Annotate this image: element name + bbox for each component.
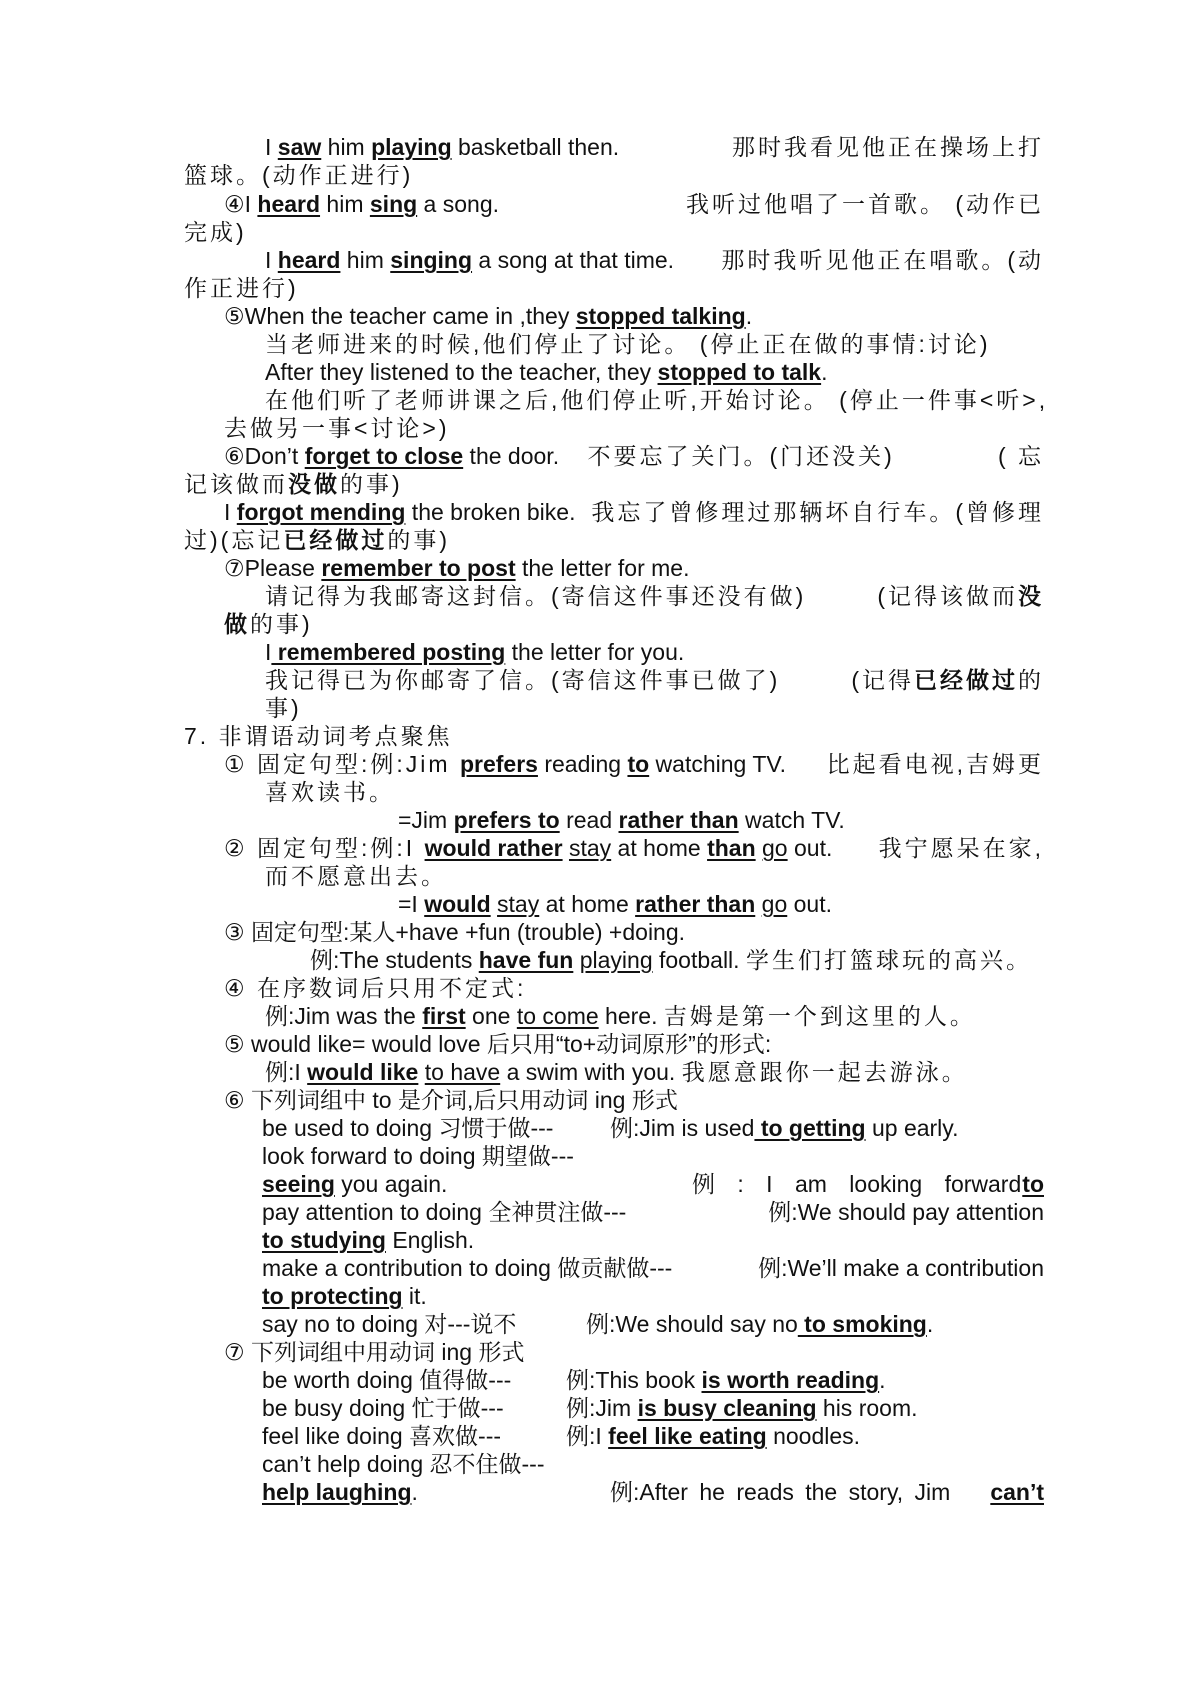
p7-item-worth: be worth doing 值得做--- 例:This book is worth reading. <box>262 1367 886 1393</box>
line-heard-cn: 完成) <box>184 219 247 245</box>
p6-item-contribution-2: to protecting it. <box>262 1283 427 1309</box>
line-stopped-to-talk: After they listened to the teacher, they stopped to talk. <box>265 359 828 385</box>
point-4-example: 例:Jim was the first one to come here. 吉姆是第一个到这里的人。 <box>265 1003 976 1029</box>
line-remembered-posting: I remembered posting the letter for you. <box>265 639 685 665</box>
point-5: ⑤ would like= would love 后只用“to+动词原形”的形式: <box>224 1031 772 1057</box>
section-7-title: 7. 非谓语动词考点聚焦 <box>184 723 453 749</box>
point-4: ④ 在序数词后只用不定式: <box>224 975 527 1001</box>
point-2: ② 固定句型:例:I would rather stay at home than go out. 我宁愿呆在家, <box>224 835 1044 861</box>
point-3: ③ 固定句型:某人+have +fun (trouble) +doing. <box>224 919 686 945</box>
point-1: ① 固定句型:例:Jim prefers reading to watching TV. 比起看电视,吉姆更 <box>224 751 1044 777</box>
point-7: ⑦ 下列词组中用动词 ing 形式 <box>224 1339 525 1365</box>
point-6: ⑥ 下列词组中 to 是介词,后只用动词 ing 形式 <box>224 1087 678 1113</box>
p6-item-say-no: say no to doing 对---说不 例:We should say no to smoking. <box>262 1311 934 1337</box>
line-remember-cn2: 做的事) <box>224 611 313 637</box>
point-3-example: 例:The students have fun playing football. 学生们打篮球玩的高兴。 <box>310 947 1032 973</box>
line-forget-cn2: 记该做而没做的事) <box>184 471 403 497</box>
p7-item-feel-like: feel like doing 喜欢做--- 例:I feel like eating noodles. <box>262 1423 861 1449</box>
p6-item-used-to: be used to doing 习惯于做--- 例:Jim is used to getting up early. <box>262 1115 959 1141</box>
point-2-cn2: 而不愿意出去。 <box>265 863 447 889</box>
line-forget-to-close: ⑥Don’t forget to close the door. 不要忘了关门。(门还没关) ( 忘 <box>224 443 1044 469</box>
line-heard-sing: ④I heard him sing a song. 我听过他唱了一首歌。 (动作已 <box>224 191 1044 217</box>
p7-item-cant-help: can’t help doing 忍不住做--- 例:After he reads the story, Jim can’t <box>262 1451 1044 1505</box>
line-forgot-mending: I forgot mending the broken bike. 我忘了曾修理过那辆坏自行车。(曾修理 <box>224 499 1044 525</box>
line-saw-cn: 篮球。(动作正进行) <box>184 162 414 188</box>
p6-item-pay-attention: pay attention to doing 全神贯注做--- 例:We should pay attention <box>262 1199 1044 1225</box>
line-singing-cn: 作正进行) <box>184 275 299 301</box>
line-remember-cn: 请记得为我邮寄这封信。(寄信这件事还没有做) (记得该做而没 <box>265 583 1044 609</box>
line-remembered-cn2: 事) <box>265 695 302 721</box>
line-stopped-talking-cn: 当老师进来的时候,他们停止了讨论。 (停止正在做的事情:讨论) <box>265 331 991 357</box>
p6-item-contribution: make a contribution to doing 做贡献做--- 例:We’ll make a contribution <box>262 1255 1044 1281</box>
p7-item-cant-help-2: help laughing. <box>262 1479 418 1505</box>
p6-item-look-forward: look forward to doing 期望做--- 例 : I am looking forward to <box>262 1143 1044 1197</box>
point-1-cn2: 喜欢读书。 <box>265 779 395 805</box>
line-stopped-to-talk-cn2: 去做另一事<讨论>) <box>224 415 450 441</box>
point-1-eq: =Jim prefers to read rather than watch TV. <box>398 807 845 833</box>
line-forgot-cn2: 过)(忘记已经做过的事) <box>184 527 450 553</box>
point-5-example: 例:I would like to have a swim with you. 我愿意跟你一起去游泳。 <box>265 1059 968 1085</box>
line-heard-singing: I heard him singing a song at that time. 那时我听见他正在唱歌。(动 <box>265 247 1044 273</box>
p6-item-pay-attention-2: to studying English. <box>262 1227 475 1253</box>
point-2-eq: =I would stay at home rather than go out. <box>398 891 833 917</box>
line-remembered-cn: 我记得已为你邮寄了信。(寄信这件事已做了) (记得已经做过的 <box>265 667 1044 693</box>
line-saw-playing: I saw him playing basketball then. 那时我看见他正在操场上打 <box>265 134 1044 160</box>
p6-item-look-forward-2: seeing you again. <box>262 1171 448 1197</box>
line-remember-to-post: ⑦Please remember to post the letter for me. <box>224 555 690 581</box>
p7-item-busy: be busy doing 忙于做--- 例:Jim is busy cleaning his room. <box>262 1395 918 1421</box>
line-stopped-talking: ⑤When the teacher came in ,they stopped talking. <box>224 303 753 329</box>
line-stopped-to-talk-cn: 在他们听了老师讲课之后,他们停止听,开始讨论。 (停止一件事<听>, <box>265 387 1049 413</box>
